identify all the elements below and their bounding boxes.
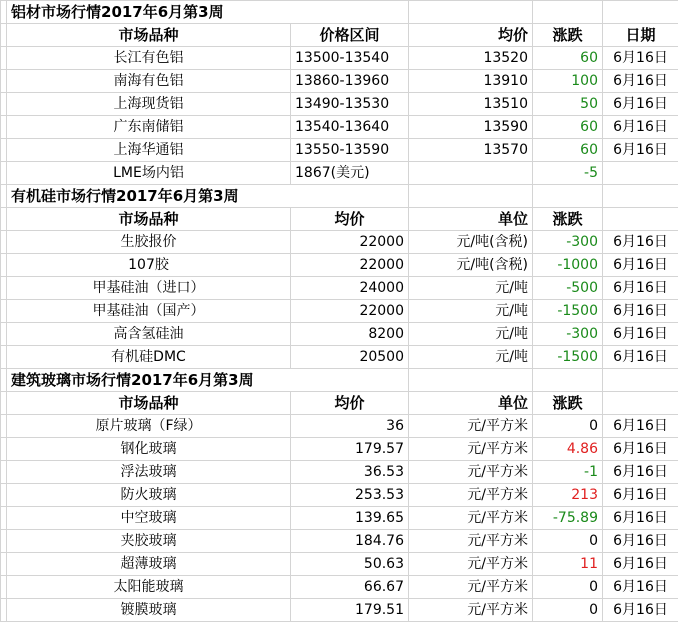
section-title[interactable]: 有机硅市场行情2017年6月第3周 bbox=[7, 185, 409, 208]
table-row bbox=[1, 438, 678, 461]
header-cell[interactable]: 单位 bbox=[409, 208, 533, 231]
section-title-row bbox=[1, 185, 678, 208]
table-row bbox=[1, 484, 678, 507]
table-row bbox=[1, 162, 678, 185]
cell-date[interactable]: 6月16日 bbox=[603, 461, 678, 484]
cell-unit[interactable]: 元/平方米 bbox=[409, 507, 533, 530]
table-row bbox=[1, 599, 678, 622]
table-row bbox=[1, 576, 678, 599]
cell-change[interactable]: -1000 bbox=[533, 254, 603, 277]
cell-name[interactable]: 长江有色铝 bbox=[7, 47, 291, 70]
cell-date[interactable]: 6月16日 bbox=[603, 70, 678, 93]
header-cell[interactable]: 市场品种 bbox=[7, 392, 291, 415]
cell-range[interactable]: 13550-13590 bbox=[291, 139, 409, 162]
cell-change[interactable]: -300 bbox=[533, 231, 603, 254]
table-row bbox=[1, 47, 678, 70]
header-cell[interactable]: 单位 bbox=[409, 392, 533, 415]
cell-avg[interactable]: 36 bbox=[291, 415, 409, 438]
header-cell[interactable]: 日期 bbox=[603, 24, 678, 47]
cell-unit[interactable]: 元/平方米 bbox=[409, 484, 533, 507]
table-row bbox=[1, 70, 678, 93]
header-cell[interactable]: 涨跌 bbox=[533, 24, 603, 47]
cell-avg[interactable]: 22000 bbox=[291, 231, 409, 254]
cell-date[interactable]: 6月16日 bbox=[603, 599, 678, 622]
cell-date[interactable]: 6月16日 bbox=[603, 254, 678, 277]
cell-unit[interactable]: 元/平方米 bbox=[409, 438, 533, 461]
cell-change[interactable]: 60 bbox=[533, 139, 603, 162]
cell-date[interactable]: 6月16日 bbox=[603, 231, 678, 254]
cell-range[interactable]: 13860-13960 bbox=[291, 70, 409, 93]
header-cell[interactable] bbox=[603, 208, 678, 231]
cell-unit[interactable]: 元/平方米 bbox=[409, 553, 533, 576]
cell-avg[interactable]: 179.57 bbox=[291, 438, 409, 461]
cell-avg[interactable]: 13510 bbox=[409, 93, 533, 116]
cell-change[interactable]: 0 bbox=[533, 599, 603, 622]
table-row bbox=[1, 93, 678, 116]
table-row bbox=[1, 461, 678, 484]
cell-change[interactable]: 4.86 bbox=[533, 438, 603, 461]
cell-name[interactable]: 中空玻璃 bbox=[7, 507, 291, 530]
cell-range[interactable]: 13540-13640 bbox=[291, 116, 409, 139]
cell-avg[interactable]: 179.51 bbox=[291, 599, 409, 622]
cell-date[interactable]: 6月16日 bbox=[603, 47, 678, 70]
cell-date[interactable]: 6月16日 bbox=[603, 530, 678, 553]
cell-change[interactable]: 213 bbox=[533, 484, 603, 507]
cell-date[interactable]: 6月16日 bbox=[603, 415, 678, 438]
cell-avg[interactable]: 22000 bbox=[291, 254, 409, 277]
header-cell[interactable]: 均价 bbox=[409, 24, 533, 47]
cell-date[interactable]: 6月16日 bbox=[603, 346, 678, 369]
cell-name[interactable]: 甲基硅油（国产） bbox=[7, 300, 291, 323]
table-row bbox=[1, 116, 678, 139]
cell-unit[interactable]: 元/吨 bbox=[409, 346, 533, 369]
cell-date[interactable] bbox=[603, 162, 678, 185]
table-row bbox=[1, 346, 678, 369]
cell-range[interactable]: 1867(美元) bbox=[291, 162, 409, 185]
cell-change[interactable]: -500 bbox=[533, 277, 603, 300]
cell-unit[interactable]: 元/平方米 bbox=[409, 599, 533, 622]
cell-name[interactable]: 钢化玻璃 bbox=[7, 438, 291, 461]
section-title-row bbox=[1, 369, 678, 392]
cell-avg[interactable]: 253.53 bbox=[291, 484, 409, 507]
cell-name[interactable]: 原片玻璃（F绿） bbox=[7, 415, 291, 438]
table-row bbox=[1, 507, 678, 530]
section-title[interactable]: 铝材市场行情2017年6月第3周 bbox=[7, 1, 409, 24]
header-row bbox=[1, 392, 678, 415]
table-row bbox=[1, 415, 678, 438]
cell-change[interactable]: -1500 bbox=[533, 300, 603, 323]
cell-change[interactable]: 11 bbox=[533, 553, 603, 576]
table-row bbox=[1, 323, 678, 346]
cell-change[interactable]: 50 bbox=[533, 93, 603, 116]
cell-date[interactable]: 6月16日 bbox=[603, 484, 678, 507]
cell-avg[interactable]: 13590 bbox=[409, 116, 533, 139]
cell-name[interactable]: 生胶报价 bbox=[7, 231, 291, 254]
cell-date[interactable]: 6月16日 bbox=[603, 300, 678, 323]
cell-name[interactable]: 浮法玻璃 bbox=[7, 461, 291, 484]
header-cell[interactable]: 均价 bbox=[291, 392, 409, 415]
cell-change[interactable]: 60 bbox=[533, 116, 603, 139]
cell-change[interactable]: 100 bbox=[533, 70, 603, 93]
cell-unit[interactable]: 元/吨 bbox=[409, 277, 533, 300]
cell-avg[interactable]: 13520 bbox=[409, 47, 533, 70]
cell-date[interactable]: 6月16日 bbox=[603, 93, 678, 116]
cell-unit[interactable]: 元/平方米 bbox=[409, 461, 533, 484]
cell-change[interactable]: 0 bbox=[533, 530, 603, 553]
table-row bbox=[1, 254, 678, 277]
cell-avg[interactable]: 66.67 bbox=[291, 576, 409, 599]
cell-range[interactable]: 13490-13530 bbox=[291, 93, 409, 116]
cell-date[interactable]: 6月16日 bbox=[603, 438, 678, 461]
cell-avg[interactable]: 50.63 bbox=[291, 553, 409, 576]
cell-name[interactable]: 南海有色铝 bbox=[7, 70, 291, 93]
cell-name[interactable]: 太阳能玻璃 bbox=[7, 576, 291, 599]
cell-avg[interactable]: 13570 bbox=[409, 139, 533, 162]
cell-name[interactable]: 广东南储铝 bbox=[7, 116, 291, 139]
cell-avg[interactable]: 184.76 bbox=[291, 530, 409, 553]
cell-name[interactable]: 高含氢硅油 bbox=[7, 323, 291, 346]
header-cell[interactable]: 价格区间 bbox=[291, 24, 409, 47]
cell-change[interactable]: 60 bbox=[533, 47, 603, 70]
cell-name[interactable]: 镀膜玻璃 bbox=[7, 599, 291, 622]
header-row bbox=[1, 208, 678, 231]
header-cell[interactable]: 市场品种 bbox=[7, 24, 291, 47]
cell-change[interactable]: 0 bbox=[533, 415, 603, 438]
cell-change[interactable]: -300 bbox=[533, 323, 603, 346]
cell-date[interactable]: 6月16日 bbox=[603, 277, 678, 300]
cell-avg[interactable]: 8200 bbox=[291, 323, 409, 346]
cell-unit[interactable]: 元/吨(含税) bbox=[409, 231, 533, 254]
section-title-row bbox=[1, 1, 678, 24]
cell-change[interactable]: -1500 bbox=[533, 346, 603, 369]
header-cell[interactable]: 涨跌 bbox=[533, 208, 603, 231]
table-row bbox=[1, 277, 678, 300]
cell-name[interactable]: 上海华通铝 bbox=[7, 139, 291, 162]
cell-date[interactable]: 6月16日 bbox=[603, 576, 678, 599]
header-cell[interactable]: 涨跌 bbox=[533, 392, 603, 415]
section-title[interactable]: 建筑玻璃市场行情2017年6月第3周 bbox=[7, 369, 409, 392]
table-row bbox=[1, 530, 678, 553]
cell-unit[interactable]: 元/平方米 bbox=[409, 576, 533, 599]
cell-avg[interactable]: 139.65 bbox=[291, 507, 409, 530]
cell-name[interactable]: 夹胶玻璃 bbox=[7, 530, 291, 553]
cell-unit[interactable]: 元/吨(含税) bbox=[409, 254, 533, 277]
cell-change[interactable]: 0 bbox=[533, 576, 603, 599]
header-row bbox=[1, 24, 678, 47]
cell-date[interactable]: 6月16日 bbox=[603, 507, 678, 530]
cell-unit[interactable]: 元/平方米 bbox=[409, 415, 533, 438]
cell-date[interactable]: 6月16日 bbox=[603, 116, 678, 139]
cell-change[interactable]: -5 bbox=[533, 162, 603, 185]
table-row bbox=[1, 231, 678, 254]
cell-name[interactable]: LME场内铝 bbox=[7, 162, 291, 185]
cell-avg[interactable]: 20500 bbox=[291, 346, 409, 369]
cell-avg[interactable]: 24000 bbox=[291, 277, 409, 300]
cell-unit[interactable]: 元/吨 bbox=[409, 323, 533, 346]
cell-range[interactable]: 13500-13540 bbox=[291, 47, 409, 70]
cell-avg[interactable] bbox=[409, 162, 533, 185]
cell-date[interactable]: 6月16日 bbox=[603, 553, 678, 576]
cell-name[interactable]: 有机硅DMC bbox=[7, 346, 291, 369]
cell-change[interactable]: -75.89 bbox=[533, 507, 603, 530]
header-cell[interactable]: 均价 bbox=[291, 208, 409, 231]
cell-name[interactable]: 超薄玻璃 bbox=[7, 553, 291, 576]
cell-avg[interactable]: 36.53 bbox=[291, 461, 409, 484]
cell-avg[interactable]: 22000 bbox=[291, 300, 409, 323]
cell-name[interactable]: 甲基硅油（进口） bbox=[7, 277, 291, 300]
cell-name[interactable]: 107胶 bbox=[7, 254, 291, 277]
cell-date[interactable]: 6月16日 bbox=[603, 139, 678, 162]
table-row bbox=[1, 553, 678, 576]
cell-unit[interactable]: 元/吨 bbox=[409, 300, 533, 323]
cell-name[interactable]: 防火玻璃 bbox=[7, 484, 291, 507]
header-cell[interactable] bbox=[603, 392, 678, 415]
cell-name[interactable]: 上海现货铝 bbox=[7, 93, 291, 116]
header-cell[interactable]: 市场品种 bbox=[7, 208, 291, 231]
table-row bbox=[1, 139, 678, 162]
cell-avg[interactable]: 13910 bbox=[409, 70, 533, 93]
cell-date[interactable]: 6月16日 bbox=[603, 323, 678, 346]
cell-unit[interactable]: 元/平方米 bbox=[409, 530, 533, 553]
table-row bbox=[1, 300, 678, 323]
cell-change[interactable]: -1 bbox=[533, 461, 603, 484]
